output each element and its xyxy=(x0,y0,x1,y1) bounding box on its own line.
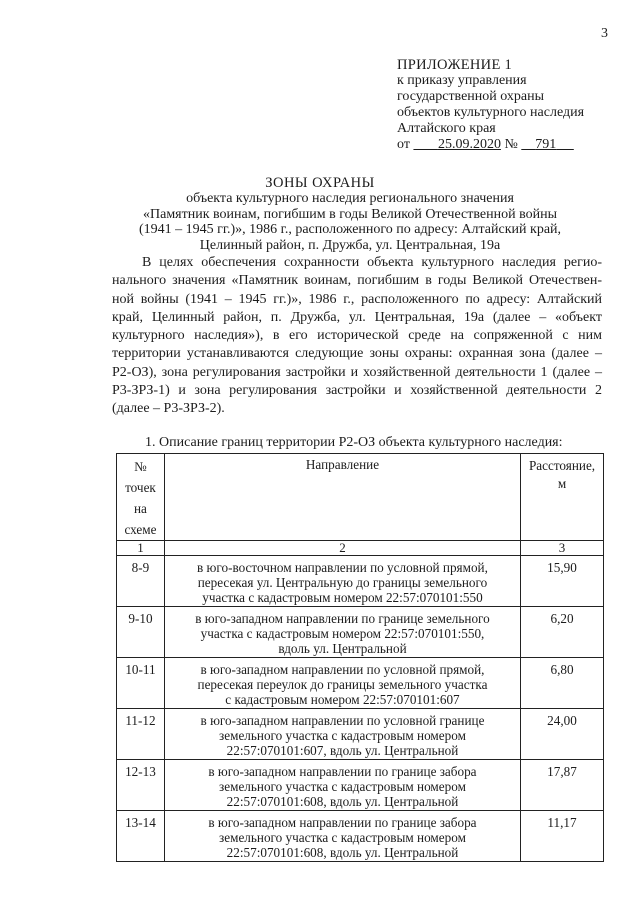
subtitle-line: объекта культурного наследия регионального значения xyxy=(186,191,514,206)
row-points: 12-13 xyxy=(117,760,165,811)
row-distance: 24,00 xyxy=(521,709,604,760)
row-distance: 15,90 xyxy=(521,556,604,607)
number-sign: № xyxy=(504,137,518,152)
row-direction: в юго-западном направлении по границе забора земельного участка с кадастровым номером 22:57:070101:608, вдоль ул. Центральной xyxy=(164,760,520,811)
header-distance: Расстояние, м xyxy=(521,454,604,541)
column-number-row xyxy=(117,541,604,556)
table-row xyxy=(117,607,604,658)
row-direction: в юго-восточном направлении по условной прямой, пересекая ул. Центральную до границы земельного участка с кадастровым номером 22:57:070101:550 xyxy=(164,556,520,607)
row-direction: в юго-западном направлении по границе земельного участка с кадастровым номером 22:57:070101:550, вдоль ул. Центральной xyxy=(164,607,520,658)
paragraph-line: ной войны (1941 – 1945 гг.)», 1986 г., расположенного по адресу: Алтайский xyxy=(112,291,602,307)
table-row xyxy=(117,709,604,760)
page-number: 3 xyxy=(601,26,608,41)
column-number: 3 xyxy=(521,541,604,556)
subtitle-line: (1941 – 1945 гг.)», 1986 г., расположенного по адресу: Алтайский край, xyxy=(138,222,562,237)
paragraph-line: культурного наследия»), в его исторической среде на сопряженной с ним xyxy=(112,328,602,344)
column-number: 1 xyxy=(117,541,165,556)
row-points: 8-9 xyxy=(117,556,165,607)
subtitle-line: Целинный район, п. Дружба, ул. Центральная, 19а xyxy=(199,237,501,253)
order-date: 25.09.2020 xyxy=(437,137,501,152)
row-direction: в юго-западном направлении по условной прямой, пересекая переулок до границы земельного участка с кадастровым номером 22:57:070101:607 xyxy=(164,658,520,709)
header-points: № точек на схеме xyxy=(117,454,165,541)
paragraph-line: В целях обеспечения сохранности объекта культурного наследия регио- xyxy=(142,255,602,270)
order-number: 791 xyxy=(535,137,557,152)
row-points: 13-14 xyxy=(117,811,165,862)
object-subtitle xyxy=(120,191,580,253)
row-direction: в юго-западном направлении по границе забора земельного участка с кадастровым номером 22:57:070101:608, вдоль ул. Центральной xyxy=(164,811,520,862)
paragraph-line: нального значения «Памятник воинам, погибшим в годы Великой Отечествен- xyxy=(112,273,602,289)
row-direction: в юго-западном направлении по условной границе земельного участка с кадастровым номером 22:57:070101:607, вдоль ул. Центральной xyxy=(164,709,520,760)
paragraph-line: (далее – Р3-ЗРЗ-2). xyxy=(112,401,225,417)
row-distance: 11,17 xyxy=(521,811,604,862)
zones-title: ЗОНЫ ОХРАНЫ xyxy=(265,175,375,191)
table-header-row xyxy=(117,454,604,541)
row-points: 10-11 xyxy=(117,658,165,709)
paragraph-line: Р2-ОЗ), зона регулирования застройки и хозяйственной деятельности 1 (далее – xyxy=(112,364,602,380)
table-row xyxy=(117,556,604,607)
paragraph-line: край, Целинный район, п. Дружба, ул. Центральная, 19а (далее – «объект xyxy=(112,309,602,325)
section-title: 1. Описание границ территории Р2-ОЗ объекта культурного наследия: xyxy=(145,435,563,450)
table-row xyxy=(117,760,604,811)
appendix-title: ПРИЛОЖЕНИЕ 1 xyxy=(397,57,513,73)
appendix-line: объектов культурного наследия xyxy=(397,105,585,120)
subtitle-line: «Памятник воинам, погибшим в годы Великой Отечественной войны xyxy=(143,206,557,222)
table-row xyxy=(117,658,604,709)
date-prefix: от xyxy=(397,137,410,152)
appendix-line: государственной охраны xyxy=(397,89,545,104)
row-points: 11-12 xyxy=(117,709,165,760)
row-points: 9-10 xyxy=(117,607,165,658)
header-direction: Направление xyxy=(164,454,520,541)
column-number: 2 xyxy=(164,541,520,556)
row-distance: 6,20 xyxy=(521,607,604,658)
row-distance: 17,87 xyxy=(521,760,604,811)
paragraph-line: Р3-ЗРЗ-1) и зона регулирования застройки и хозяйственной деятельности 2 xyxy=(112,383,602,399)
row-distance: 6,80 xyxy=(521,658,604,709)
appendix-line: Алтайского края xyxy=(397,121,496,136)
appendix-block xyxy=(397,57,627,153)
intro-paragraph xyxy=(112,254,602,419)
paragraph-line: территории устанавливаются следующие зоны охраны: охранная зона (далее – xyxy=(112,346,602,362)
table-row xyxy=(117,811,604,862)
appendix-line: к приказу управления xyxy=(397,73,527,88)
boundary-table xyxy=(116,453,604,862)
appendix-date-line xyxy=(397,137,627,153)
